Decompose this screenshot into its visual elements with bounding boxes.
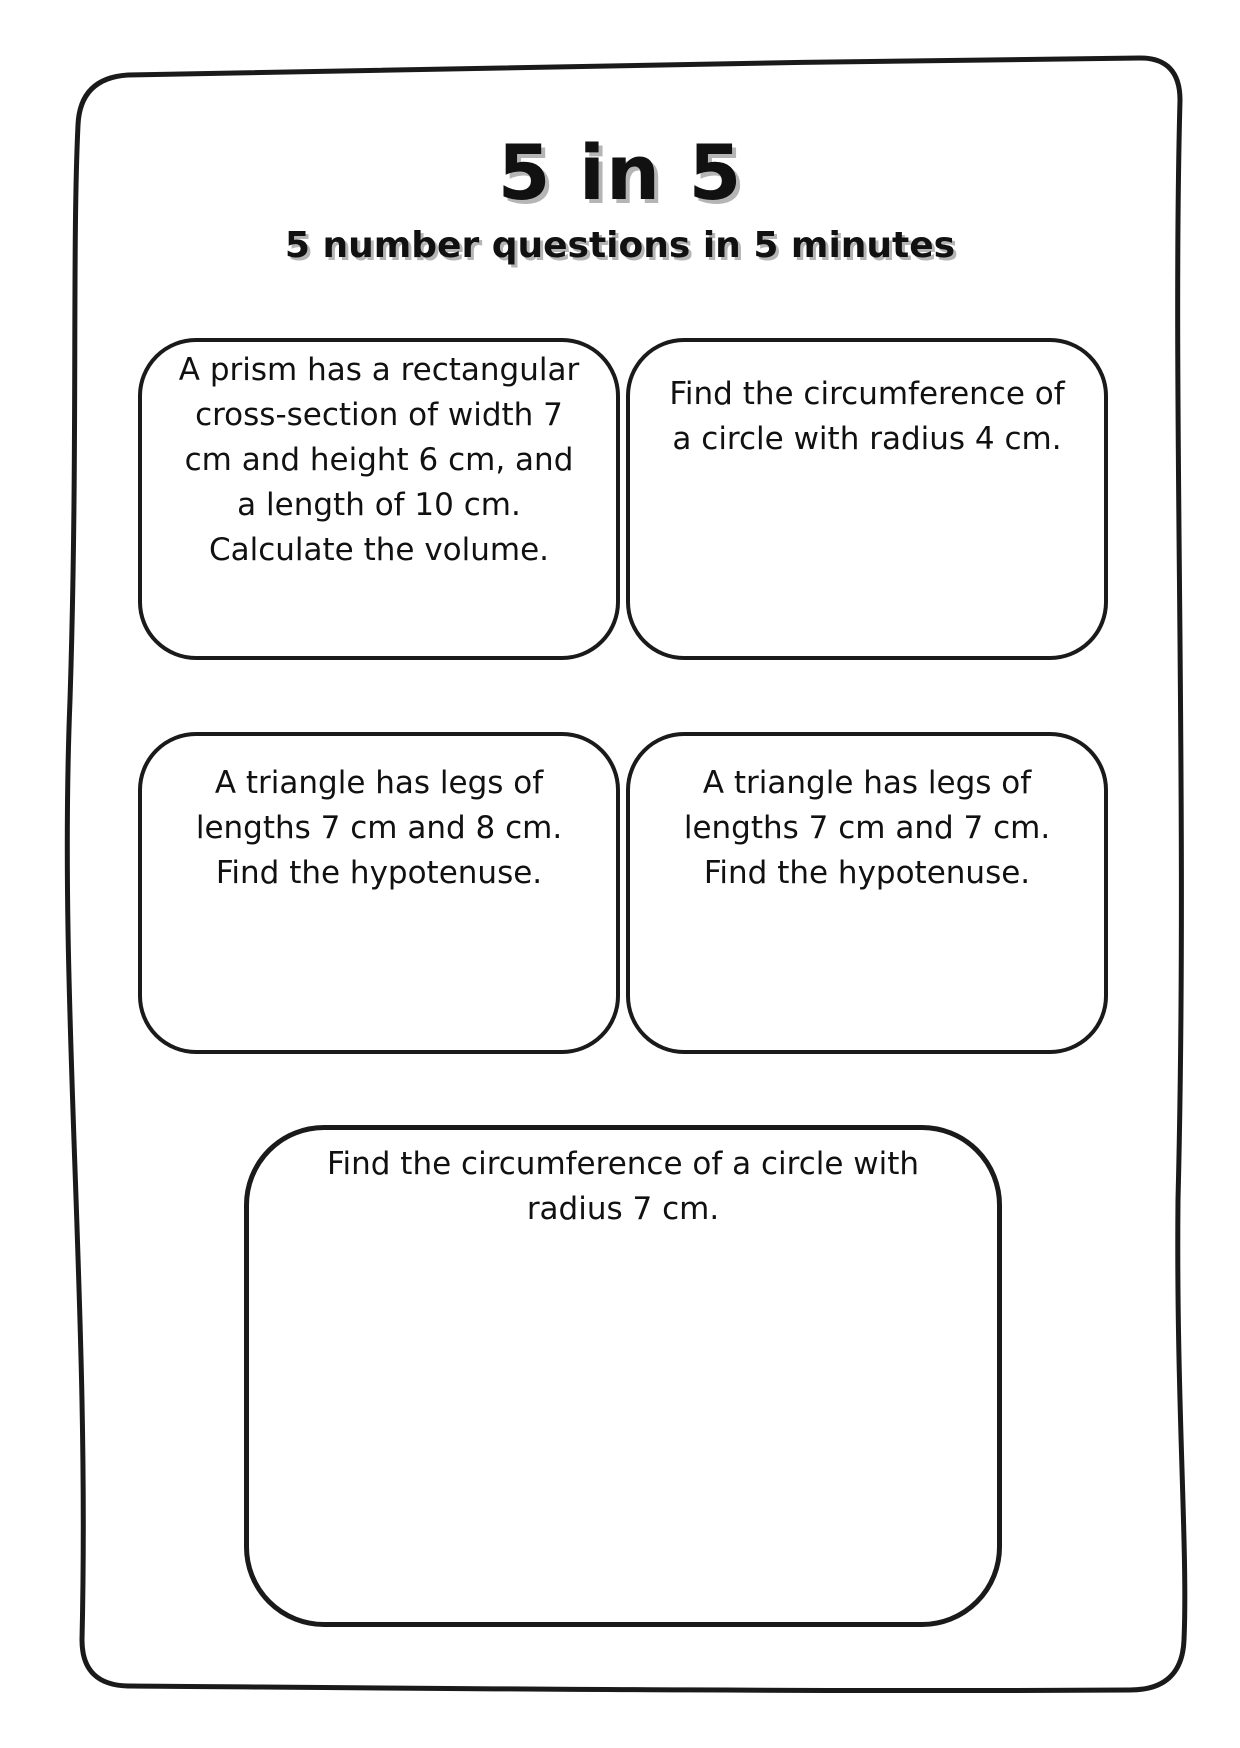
question-card-1: A prism has a rectangular cross-section of width 7 cm and height 6 cm, and a length of 10 cm. Calculate the volume.: [138, 338, 620, 660]
question-card-4: A triangle has legs of lengths 7 cm and 7 cm. Find the hypotenuse.: [626, 732, 1108, 1054]
question-card-3: A triangle has legs of lengths 7 cm and 8 cm. Find the hypotenuse.: [138, 732, 620, 1054]
page-subtitle: 5 number questions in 5 minutes: [284, 225, 956, 266]
question-card-5: Find the circumference of a circle with radius 7 cm.: [244, 1125, 1002, 1627]
page-title: 5 in 5: [497, 128, 743, 217]
question-card-2: Find the circumference of a circle with radius 4 cm.: [626, 338, 1108, 660]
